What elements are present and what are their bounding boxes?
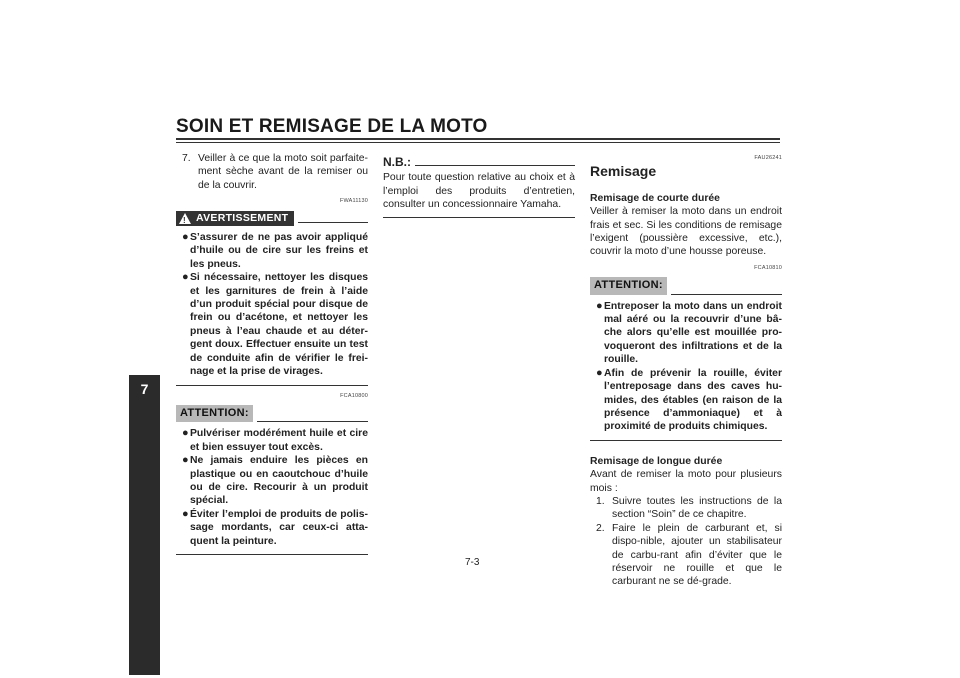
note-header xyxy=(383,156,575,169)
bullet-dot-icon: ● xyxy=(182,507,189,520)
ref-code: FAU26241 xyxy=(754,155,782,161)
bullet-dot-icon: ● xyxy=(182,231,189,244)
attention-bullets xyxy=(176,427,368,548)
chapter-tab xyxy=(129,375,160,675)
header-rule xyxy=(298,222,368,223)
column-2 xyxy=(383,156,575,218)
bullet-item xyxy=(590,367,782,434)
warning-label: AVERTISSEMENT xyxy=(196,211,289,224)
header-rule xyxy=(671,294,782,295)
bullet-item xyxy=(176,271,368,378)
warning-header xyxy=(176,211,368,226)
list-item-2 xyxy=(590,522,782,589)
list-item-1 xyxy=(590,495,782,522)
list-number: 1. xyxy=(596,495,605,507)
bullet-text: Entreposer la moto dans un endroit mal aéré ou la recouvrir d’une bâ-che alors qu’elle est mouillée pro-voqueront des infiltrations et de la rouille. xyxy=(604,300,782,366)
ref-code: FCA10810 xyxy=(754,264,782,271)
warning-bullets xyxy=(176,231,368,378)
bullet-text: Ne jamais enduire les pièces en plastique ou en caoutchouc d’huile ou de cire. Recourir à un produit spécial. xyxy=(190,455,368,507)
subsection-title-long: Remisage de longue durée xyxy=(590,455,723,467)
list-item-7 xyxy=(176,152,368,192)
column-3 xyxy=(590,152,782,589)
bullet-text: Pulvériser modérément huile et cire et bien essuyer tout excès. xyxy=(190,428,368,453)
bullet-dot-icon: ● xyxy=(596,299,603,312)
bullet-text: S’assurer de ne pas avoir appliqué d’huile ou de cire sur les freins et les pneus. xyxy=(190,232,368,270)
attention-bullets xyxy=(590,300,782,434)
header-rule xyxy=(257,421,368,422)
short-storage-text: Veiller à remiser la moto dans un endroit frais et sec. Si les conditions de remisage l’exigent (poussière excessive, etc.), couvrir la moto d’une housse poreuse. xyxy=(590,206,782,258)
chapter-number: 7 xyxy=(140,381,149,397)
section-end-rule xyxy=(176,554,368,555)
section-title: Remisage xyxy=(590,163,657,180)
title-rule-thin xyxy=(176,142,780,143)
header-rule xyxy=(415,165,575,166)
bullet-item xyxy=(176,231,368,271)
warning-label-box xyxy=(176,211,294,226)
attention-header xyxy=(590,277,782,294)
bullet-dot-icon: ● xyxy=(182,427,189,440)
long-storage-intro: Avant de remiser la moto pour plusieurs mois : xyxy=(590,469,782,494)
list-text: Veiller à ce que la moto soit parfaite-ment sèche avant de la remiser ou de la couvrir. xyxy=(198,153,368,191)
attention-header xyxy=(176,405,368,422)
list-number: 7. xyxy=(182,153,191,164)
attention-label: ATTENTION: xyxy=(590,277,667,294)
bullet-text: Éviter l’emploi de produits de polis-sage mordants, car ceux-ci atta-quent la peinture. xyxy=(190,508,368,547)
bullet-item xyxy=(176,454,368,508)
bullet-text: Si nécessaire, nettoyer les disques et les garnitures de frein à l’aide d’un produit spécial pour disque de frein ou d’acétone, et nettoyer les pneus à l’eau chaude et au déter-gent doux. Effectuer ensuite un test de conduite afin de vérifier le frei-nage et la prise de virages. xyxy=(190,272,368,378)
bullet-text: Afin de prévenir la rouille, éviter l’entreposage dans des caves hu-mides, des étables (en raison de la présence d’ammoniaque) et à proximité de produits chimiques. xyxy=(604,367,782,433)
note-label: N.B.: xyxy=(383,155,411,169)
section-end-rule xyxy=(176,385,368,386)
attention-label: ATTENTION: xyxy=(176,405,253,422)
bullet-dot-icon: ● xyxy=(182,271,189,284)
title-rule xyxy=(176,138,780,140)
list-number: 2. xyxy=(596,522,605,534)
bullet-item xyxy=(176,427,368,454)
bullet-item xyxy=(176,508,368,548)
bullet-item xyxy=(590,300,782,367)
warning-triangle-icon xyxy=(179,213,191,224)
subsection-title-short: Remisage de courte durée xyxy=(590,192,720,204)
page-title: SOIN ET REMISAGE DE LA MOTO xyxy=(176,116,488,137)
page-number: 7-3 xyxy=(465,557,480,568)
column-1 xyxy=(176,152,368,555)
ref-code: FCA10800 xyxy=(340,392,368,399)
ref-code: FWA11130 xyxy=(339,198,368,205)
note-text: Pour toute question relative au choix et à l’emploi des produits d’entretien, consulter un concessionnaire Yamaha. xyxy=(383,172,575,211)
list-text: Suivre toutes les instructions de la section “Soin” de ce chapitre. xyxy=(612,495,782,521)
section-end-rule xyxy=(590,440,782,441)
note-end-rule xyxy=(383,217,575,218)
list-text: Faire le plein de carburant et, si dispo-nible, ajouter un stabilisateur de carbu-rant afin d’éviter que le réservoir ne rouille et que le carburant ne se dé-grade. xyxy=(612,522,782,588)
bullet-dot-icon: ● xyxy=(596,366,603,379)
bullet-dot-icon: ● xyxy=(182,454,189,467)
